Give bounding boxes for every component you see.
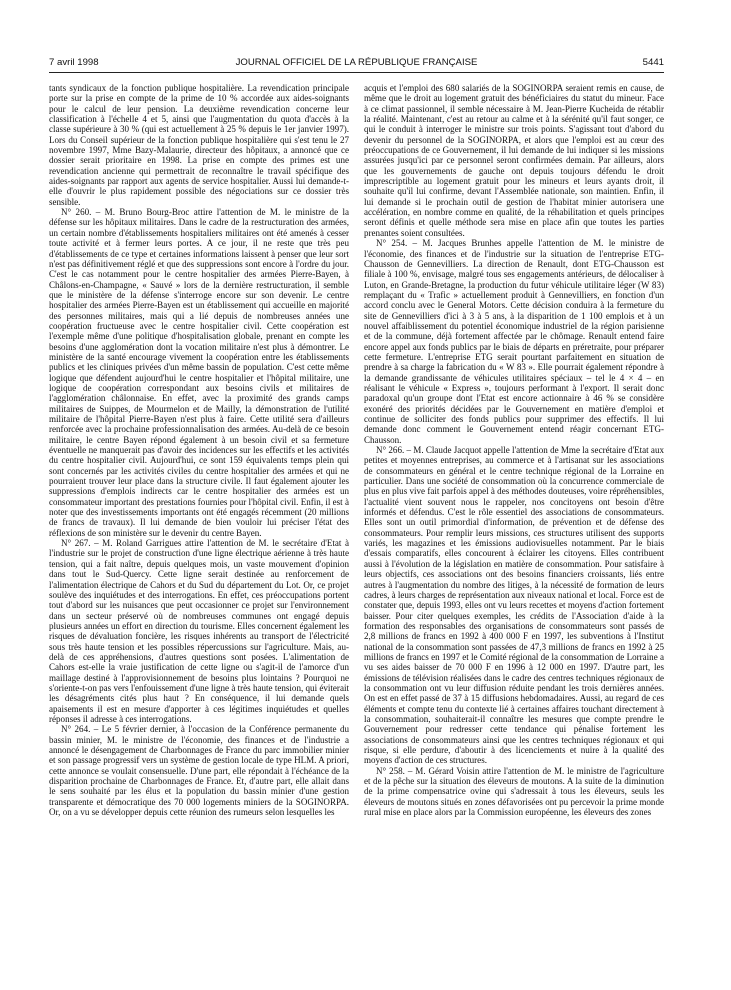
- paragraph-continuation-264: acquis et l'emploi des 680 salariés de la SOGINORPA seraient remis en cause, de même que le droit au logement gratuit des bénéficiaires du statut du mineur. Face à ce climat passionnel, il semble nécessaire à M. Jean-Pierre Kucheida de rétablir la réalité. Maintenant, c'est au retour au calme et à la sérénité qu'il faut songer, ce qui le conduit à interroger le ministre sur trois points. S'agissant tout d'abord du devenir du personnel de la SOGINORPA, et alors que l'emploi est au cœur des préoccupations de ce Gouvernement, il lui demande de lui indiquer si les missions assurées jusqu'ici par ce personnel seront confirmées demain. Par ailleurs, alors que les gouvernements de gauche ont depuis toujours défendu le droit imprescriptible au logement gratuit pour les mineurs et leurs ayants droit, il souhaite qu'il lui confirme, devant l'Assemblée nationale, son maintien. Enfin, il lui demande si le prochain outil de gestion de l'habitat minier autorisera une accélération, en nombre comme en qualité, de la réhabilitation et quels principes seront définis et quelle méthode sera mise en place afin que toutes les parties prenantes soient consultées.: [364, 83, 664, 238]
- question-258: N° 258. – M. Gérard Voisin attire l'attention de M. le ministre de l'agriculture et de la pêche sur la situation des éleveurs de moutons. A la suite de la diminution de la prime compensatrice ovine qui s'adressait à tous les éleveurs, seuls les éleveurs de moutons situés en zones défavorisées ont pu percevoir la prime monde rural mise en place alors par la Commission européenne, les éleveurs des zones: [364, 765, 664, 818]
- question-267: N° 267. – M. Roland Garrigues attire l'attention de M. le secrétaire d'Etat à l'industrie sur le projet de construction d'une ligne électrique aérienne à très haute tension, qui a fait naître, depuis quelques mois, un vaste mouvement d'opinion dans tout le Sud-Quercy. Cette ligne serait destinée au renforcement de l'alimentation électrique de Cahors et du Sud du département du Lot. Or, ce projet soulève des inquiétudes et des interrogations. En effet, ces préoccupations portent tout d'abord sur les nuisances que peut occasionner ce projet sur l'environnement dans un secteur préservé où de nombreuses communes ont engagé depuis plusieurs années un effort en direction du tourisme. Elles concernent également les risques de dévaluation foncière, les risques inhérents au transport de l'électricité sous très haute tension et les possibles répercussions sur l'agriculture. Mais, au-delà de ces appréhensions, d'autres questions sont posées. L'alimentation de Cahors est-elle la vraie justification de cette ligne ou s'agit-il de l'amorce d'un maillage destiné à l'approvisionnement de besoins plus lointains ? Pourquoi ne s'oriente-t-on pas vers l'enfouissement d'une ligne à très haute tension, qui éviterait les désagréments cités plus haut ? En conséquence, il lui demande quels apaisements il est en mesure d'apporter à ces légitimes inquiétudes et quelles réponses il adresse à ces interrogations.: [49, 538, 349, 724]
- left-column: [49, 83, 349, 978]
- question-254: N° 254. – M. Jacques Brunhes appelle l'attention de M. le ministre de l'économie, des finances et de l'industrie sur la situation de l'entreprise ETG-Chausson de Gennevilliers. La direction de Renault, dont ETG-Chausson est filiale à 100 %, envisage, malgré tous ses engagements antérieurs, de délocaliser à Luton, en Grande-Bretagne, la production du futur véhicule utilitaire léger (W 83) remplaçant du « Trafic » actuellement produit à Gennevilliers, en fonction d'un accord conclu avec le General Motors. Cette décision conduira à la fermeture du site de Gennevilliers d'ici à 3 à 5 ans, à la disparition de 1 100 emplois et à un nouvel affaiblissement du potentiel économique industriel de la région parisienne et de la commune, déjà fortement affectée par le chômage. Renault entend faire encore appel aux fonds publics par le biais de départs en préretraite, pour préparer cette fermeture. L'entreprise ETG serait pourtant parfaitement en situation de prendre à sa charge la fabrication du « W 83 ». Elle pourrait également répondre à la demande grandissante de véhicules utilitaires spéciaux – tel le 4 × 4 – en réalisant le véhicule « Express », toujours performant à l'export. Il serait donc paradoxal qu'un groupe dont l'Etat est encore actionnaire à 46 % se considère exonéré des priorités décidées par le Gouvernement en matière d'emploi et continue de solliciter des fonds publics pour supprimer des effectifs. Il lui demande donc comment le Gouvernement entend réagir concernant ETG-Chausson.: [364, 238, 664, 445]
- question-264: N° 264. – Le 5 février dernier, à l'occasion de la Conférence permanente du bassin minier, M. le ministre de l'économie, des finances et de l'industrie a annoncé le désengagement de Charbonnages de France du parc immobilier minier et son passage progressif vers un système de gestion locale de type HLM. A priori, cette annonce se voulait consensuelle. D'une part, elle répondait à l'échéance de la disparition prochaine de Charbonnages de France. Et, d'autre part, elle allait dans le sens souhaité par les élus et la population du bassin minier d'une gestion transparente et démocratique des 70 000 logements miniers de la SOGINORPA. Or, on a vu se développer depuis cette réunion des rumeurs selon lesquelles les: [49, 724, 349, 818]
- question-266: N° 266. – M. Claude Jacquot appelle l'attention de Mme la secrétaire d'Etat aux petites et moyennes entreprises, au commerce et à l'artisanat sur les associations de consommateurs en général et le centre technique régional de la Lorraine en particulier. Dans une société de consommation où la concurrence commerciale de plus en plus vive fait parfois appel à des méthodes douteuses, voire répréhensibles, l'actualité vient souvent nous le rappeler, nos concitoyens ont besoin d'être informés et défendus. C'est le rôle essentiel des associations de consommateurs. Elles sont un outil primordial d'information, de prévention et de défense des consommateurs. Pour remplir leurs missions, ces structures utilisent des supports variés, les magazines et les émissions audiovisuelles notamment. Par le biais d'essais comparatifs, elles concourent à éclairer les citoyens. Elles contribuent aussi à l'évolution de la législation en matière de consommation. Pour satisfaire à leurs objectifs, ces associations ont des besoins financiers croissants, liés entre autres à l'augmentation du nombre des litiges, à la nécessité de formation de leurs cadres, à leurs charges de représentation aux niveaux national et local. Force est de constater que, depuis 1993, elles ont vu leurs recettes et moyens d'action fortement baisser. Pour citer quelques exemples, les crédits de l'Association d'aide à la formation des responsables des organisations de consommateurs sont passés de 2,8 millions de francs en 1992 à 400 000 F en 1997, les subventions à l'Institut national de la consommation sont passées de 47,3 millions de francs en 1992 à 25 millions de francs en 1997 et le Comité régional de la consommation de Lorraine a vu ses aides baisser de 70 000 F en 1996 à 12 000 en 1997. D'autre part, les émissions de télévision réalisées dans le cadre des centres techniques régionaux de la consommation ont vu leur diffusion réduite pendant les trois dernières années. On est en effet passé de 37 à 15 diffusions hebdomadaires. Aussi, au regard de ces éléments et compte tenu du contexte lié à certaines affaires touchant directement à la consommation, souhaiterait-il connaître les mesures que compte prendre le Gouvernement pour redresser cette tendance qui pénalise fortement les associations de consommateurs ainsi que les centres techniques régionaux et qui risque, si elle perdure, d'aboutir à des licenciements et nuire à la qualité des moyens d'action de ces structures.: [364, 445, 664, 766]
- paragraph-continuation: tants syndicaux de la fonction publique hospitalière. La revendication principale porte sur la prise en compte de la prime de 10 % accordée aux aides-soignants pour le calcul de leur pension. La deuxième revendication concerne leur classification à l'échelle 4 et 5, ainsi que l'augmentation du quota d'accès à la classe supérieure à 30 % (qui est actuellement à 25 % depuis le 1er janvier 1997). Lors du Conseil supérieur de la fonction publique hospitalière qui s'est tenu le 27 novembre 1997, Mme Bazy-Malaurie, directeur des hôpitaux, a annoncé que ce dossier serait prioritaire en 1998. La prise en compte des primes est une revendication ancienne qui permettrait de reconnaître le travail spécifique des aides-soignants par rapport aux agents de service hospitalier. Aussi lui demande-t-elle d'ouvrir le plus rapidement possible des négociations sur ce dossier très sensible.: [49, 83, 349, 207]
- header-rule: [49, 72, 664, 73]
- issue-date: 7 avril 1998: [49, 57, 99, 68]
- page-header: [49, 57, 664, 71]
- question-260: N° 260. – M. Bruno Bourg-Broc attire l'attention de M. le ministre de la défense sur les hôpitaux militaires. Dans le cadre de la restructuration des armées, un certain nombre d'établissements hospitaliers militaires ont été amenés à cesser toute activité et à fermer leurs portes. A ce jour, il ne reste que très peu d'établissements de ce type et certaines informations laissent à penser que leur sort n'est pas définitivement réglé et que des suppressions sont encore à l'ordre du jour. C'est le cas notamment pour le centre hospitalier des armées Pierre-Bayen, à Châlons-en-Champagne, « Sauvé » lors de la dernière restructuration, il semble que le ministère de la défense s'interroge encore sur son devenir. Le centre hospitalier des armées Pierre-Bayen est un établissement qui accueille en majorité des personnes militaires, mais qui a lié depuis de nombreuses années une coopération fructueuse avec le centre hospitalier civil. Cette coopération est l'exemple même d'une politique d'hospitalisation globale, prenant en compte les besoins d'une agglomération dont la vocation militaire n'est plus à démontrer. Le ministère de la santé encourage vivement la coopération entre les établissements publics et les cliniques privées d'un même bassin de population. C'est cette même logique que défendent aujourd'hui le centre hospitalier et l'hôpital militaire, une logique de coopération correspondant aux besoins civils et militaires de l'agglomération châlonnaise. En effet, avec la proximité des grands camps militaires de Suippes, de Mourmelon et de Mailly, la démonstration de l'utilité militaire de l'hôpital Pierre-Bayen n'est plus à faire. Cette utilité sera d'ailleurs renforcée avec la prochaine professionnalisation des armées. Au-delà de ce besoin militaire, le centre Bayen répond également à un besoin civil et sa fermeture éventuelle ne manquerait pas d'avoir des incidences sur les effectifs et les activités du centre hospitalier civil. Aujourd'hui, ce sont 159 équivalents temps plein qui sont concernés par les activités civiles du centre hospitalier des armées et qui ne pourraient trouver leur place dans la structure civile. Il faut également ajouter les suppressions d'emplois indirects car le centre hospitalier des armées est un consommateur important des prestations fournies pour l'hôpital civil. Enfin, il est à noter que des investissements importants ont été engagés récemment (20 millions de francs de travaux). Il lui demande de bien vouloir lui préciser l'état des réflexions de son ministère sur le devenir du centre Bayen.: [49, 207, 349, 538]
- journal-title: JOURNAL OFFICIEL DE LA RÉPUBLIQUE FRANÇAISE: [235, 57, 478, 68]
- page-number: 5441: [642, 57, 664, 68]
- right-column: [364, 83, 664, 978]
